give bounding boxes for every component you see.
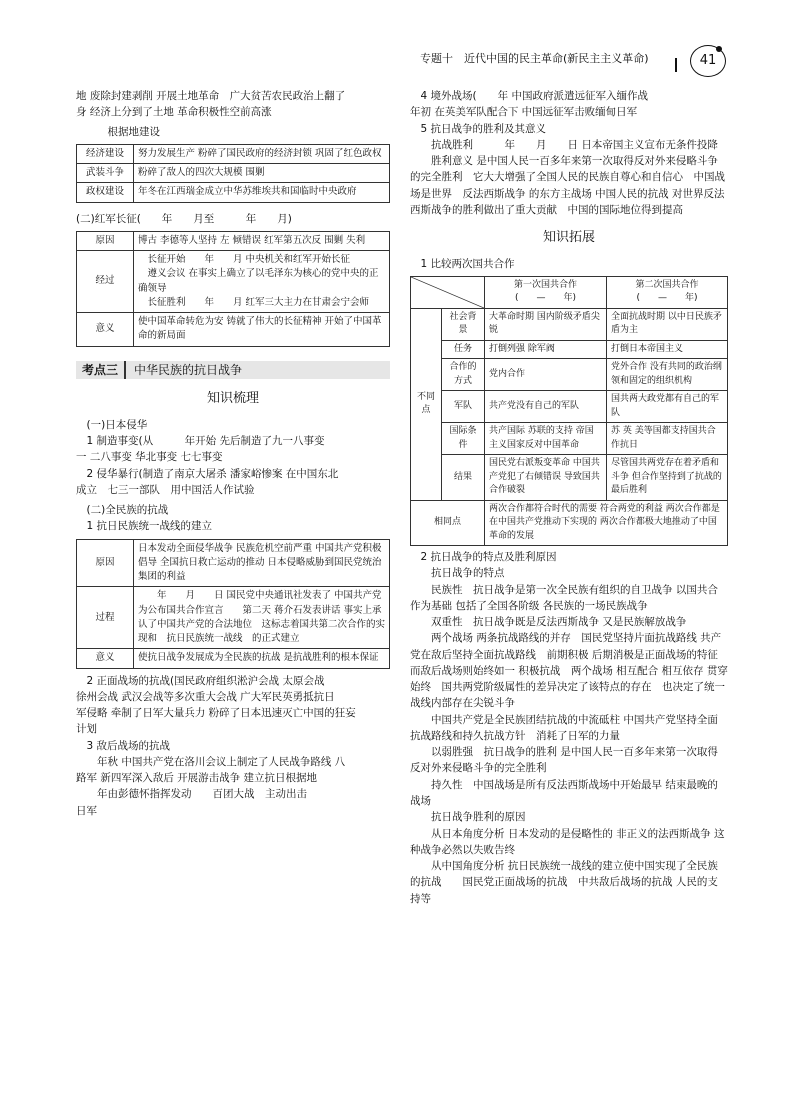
table-row: 意义 使抗日战争发展成为全民族的抗战 是抗战胜利的根本保证 <box>77 649 390 668</box>
table-row: 政权建设 年冬在江西瑞金成立中华苏维埃共和国临时中央政府 <box>77 183 390 202</box>
table-row: 意义 使中国革命转危为安 铸就了伟大的长征精神 开始了中国革命的新局面 <box>77 313 390 347</box>
subsection-title: (一)日本侵华 <box>86 418 148 431</box>
kaodian-tag: 考点三 <box>76 361 126 379</box>
table-row: 第一次国共合作 ( — 年) 第二次国共合作 ( — 年) <box>411 276 728 308</box>
kaodian-title: 中华民族的抗日战争 <box>134 362 243 377</box>
table-row: 军队 共产党没有自己的军队 国共两大政党都有自己的军队 <box>411 391 728 423</box>
section-heading: 知识拓展 <box>542 230 595 246</box>
table-row: 相同点 两次合作都符合时代的需要 符合两党的利益 两次合作都是在中国共产党推动下实现的 两次合作都极大地推动了中国革命的发展 <box>411 500 728 546</box>
table-row: 原因 博古 李德等人坚持 左 倾错误 红军第五次反 围剿 失利 <box>77 231 390 250</box>
base-title: 根据地建设 <box>107 125 160 138</box>
table-row: 任务 打倒列强 除军阀 打倒日本帝国主义 <box>411 340 728 359</box>
left-column: 地 废除封建剥削 开展土地革命 广大贫苦农民政治上翻了 身 经济上分到了土地 革命积极性空前高涨 根据地建设 经济建设 努力发展生产 粉碎了国民政府的经济封锁 巩固了红色政权 武装斗争 粉碎了敌人的四次大规模 围剿 政权建设 年冬在江西瑞金成立中华苏维埃共和国临时中央政府 (二)红军长征( 年 月至 年 月) 原因 博古 李德等人坚持 左 倾错误 红军第五次反 围剿 失利 经过 长征开始 年 月 中央机关和红军开始长征 遵义会议 在事实上确立了以毛泽东为核心的党中央的正确领导 长征胜利 年 月 红军三大主力在甘肃会宁会师 意义 使中国革命转危为安 铸就了伟大的长征精神 开始了中国革命的新局面 考点三 中华民族的抗日战争 知识梳理 (一)日本侵华 1 制造事变(从 年开始 先后制造了九一八事变 一 二八事变 华北事变 七七事变 2 侵华暴行(制造了南京大屠杀 潘家峪惨案 在中国东北 成立 七三一部队 用中国活人作试验 (二)全民族的抗战 1 抗日民族统一战线的建立 原因 日本发动全面侵华战争 民族危机空前严重 中国共产党积极倡导 全国抗日救亡运动的推动 日本侵略威胁到国民党统治集团的利益 过程 年 月 日 国民党中央通讯社发表了 中国共产党为公布国共合作宣言 第二天 蒋介石发表讲话 事实上承认了中国共产党的合法地位 这标志着国共第二次合作的实现和 抗日民族统一战线 的正式建立 意义 使抗日战争发展成为全民族的抗战 是抗战胜利的根本保证 2 正面战场的抗战(国民政府组织淞沪会战 太原会战 徐州会战 武汉会战等多次重大会战 广大军民英勇抵抗日 军侵略 牵制了日军大量兵力 粉碎了日本迅速灭亡中国的狂妄 计划 3 敌后战场的抗战 年秋 中国共产党在洛川会议上制定了人民战争路线 八 路军 新四军深入敌后 开展游击战争 建立抗日根据地 年由彭德怀指挥发动 百团大战 主动出击 日军 <box>76 88 390 819</box>
comparison-table <box>410 276 728 547</box>
march-title: (二)红军长征( 年 月至 年 月) <box>76 212 292 225</box>
kaodian-banner <box>76 361 390 379</box>
table-row: 经济建设 努力发展生产 粉碎了国民政府的经济封锁 巩固了红色政权 <box>77 144 390 163</box>
running-header: 专题十 近代中国的民主革命(新民主主义革命) <box>420 52 649 65</box>
diagonal-line <box>411 277 484 308</box>
march-table <box>76 231 390 347</box>
header-divider <box>675 58 677 72</box>
intro-line: 地 废除封建剥削 开展土地革命 广大贫苦农民政治上翻了 <box>76 90 346 102</box>
table-row: 合作的方式 党内合作 党外合作 没有共同的政治纲领和固定的组织机构 <box>411 359 728 391</box>
table-row: 经过 长征开始 年 月 中央机关和红军开始长征 遵义会议 在事实上确立了以毛泽东为核心的党中央的正确领导 长征胜利 年 月 红军三大主力在甘肃会宁会师 <box>77 251 390 313</box>
table-row: 过程 年 月 日 国民党中央通讯社发表了 中国共产党为公布国共合作宣言 第二天 蒋介石发表讲话 事实上承认了中国共产党的合法地位 这标志着国共第二次合作的实现和 抗日民族统一战线 的正式建立 <box>77 587 390 649</box>
intro-line: 身 经济上分到了土地 革命积极性空前高涨 <box>76 106 272 119</box>
section-heading: 知识梳理 <box>206 390 259 406</box>
page-number: 41 <box>690 45 726 77</box>
subsection-title: (二)全民族的抗战 <box>86 504 169 517</box>
table-row: 不同点 社会背景 大革命时期 国内阶级矛盾尖锐 全面抗战时期 以中日民族矛盾为主 <box>411 308 728 340</box>
table-row: 结果 国民党右派叛变革命 中国共产党犯了右倾错误 导致国共合作破裂 尽管国共两党存在着矛盾和斗争 但合作坚持到了抗战的最后胜利 <box>411 455 728 501</box>
united-front-table <box>76 539 390 669</box>
table-row: 原因 日本发动全面侵华战争 民族危机空前严重 中国共产党积极倡导 全国抗日救亡运动的推动 日本侵略威胁到国民党统治集团的利益 <box>77 539 390 587</box>
right-column: 4 境外战场( 年 中国政府派遣远征军入缅作战 年初 在英美军队配合下 中国远征军击败缅甸日军 5 抗日战争的胜利及其意义 抗战胜利 年 月 日 日本帝国主义宣布无条件投降 胜利意义 是中国人民一百多年来第一次取得反对外来侵略斗争的完全胜利 它大大增强了全国人民的民族自尊心和自信心 中国战场是世界 反法西斯战争 的东方主战场 中国人民的抗战 对世界反法西斯战争的胜利做出了重大贡献 中国的国际地位得到提高 知识拓展 1 比较两次国共合作 第一次国共合作 ( — 年) 第二次国共合作 ( — 年) 不同点 社会背景 大革命时期 国内阶级矛盾尖锐 全面抗战时期 以中日民族矛盾为主 任务 打倒列强 除军阀 打倒日本帝国主义 合作的方式 党内合作 党外合作 没有共同的政治纲领和固定的组织机构 军队 共产党没有自己的军队 国共两大政党都有自己的军队 国际条件 共产国际 苏联的支持 帝国主义国家反对中国革命 苏 英 美等国都支持国共合作抗日 结果 国民党右派叛变革命 中国共产党犯了右倾错误 导致国共合作破裂 尽管国共两党存在着矛盾和斗争 但合作坚持到了抗战的最后胜利 相同点 两次合作都符合时代的需要 符合两党的利益 两次合作都是在中国共产党推动下实现的 两次合作都极大地推动了中国革命的发展 2 抗日战争的特点及胜利原因 抗日战争的特点 民族性 抗日战争是第一次全民族有组织的自卫战争 以国共合作为基础 包括了全国各阶级 各民族的一场民族战争 双重性 抗日战争既是反法西斯战争 又是民族解放战争 两个战场 两条抗战路线的并存 国民党坚持片面抗战路线 共产党在敌后坚持全面抗战路线 前期积极 后期消极是正面战场的特征 而敌后战场则始终如一 积极抗战 两个战场 相互配合 相互依存 贯穿始终 国共两党阶级属性的差异决定了该特点的存在 也决定了统一战线内部存在尖锐斗争 中国共产党是全民族团结抗战的中流砥柱 中国共产党坚持全面抗战路线和持久抗战方针 消耗了日军的力量 以弱胜强 抗日战争的胜利 是中国人民一百多年来第一次取得反对外来侵略斗争的完全胜利 持久性 中国战场是所有反法西斯战场中开始最早 结束最晚的战场 抗日战争胜利的原因 从日本角度分析 日本发动的是侵略性的 非正义的法西斯战争 这种战争必然以失败告终 从中国角度分析 抗日民族统一战线的建立使中国实现了全民族的抗战 国民党正面战场的抗战 中共敌后战场的抗战 人民的支持等 <box>410 90 728 905</box>
page-number-dot <box>716 46 722 52</box>
base-table <box>76 144 390 203</box>
table-row: 武装斗争 粉碎了敌人的四次大规模 围剿 <box>77 164 390 183</box>
table-row: 国际条件 共产国际 苏联的支持 帝国主义国家反对中国革命 苏 英 美等国都支持国共合作抗日 <box>411 423 728 455</box>
